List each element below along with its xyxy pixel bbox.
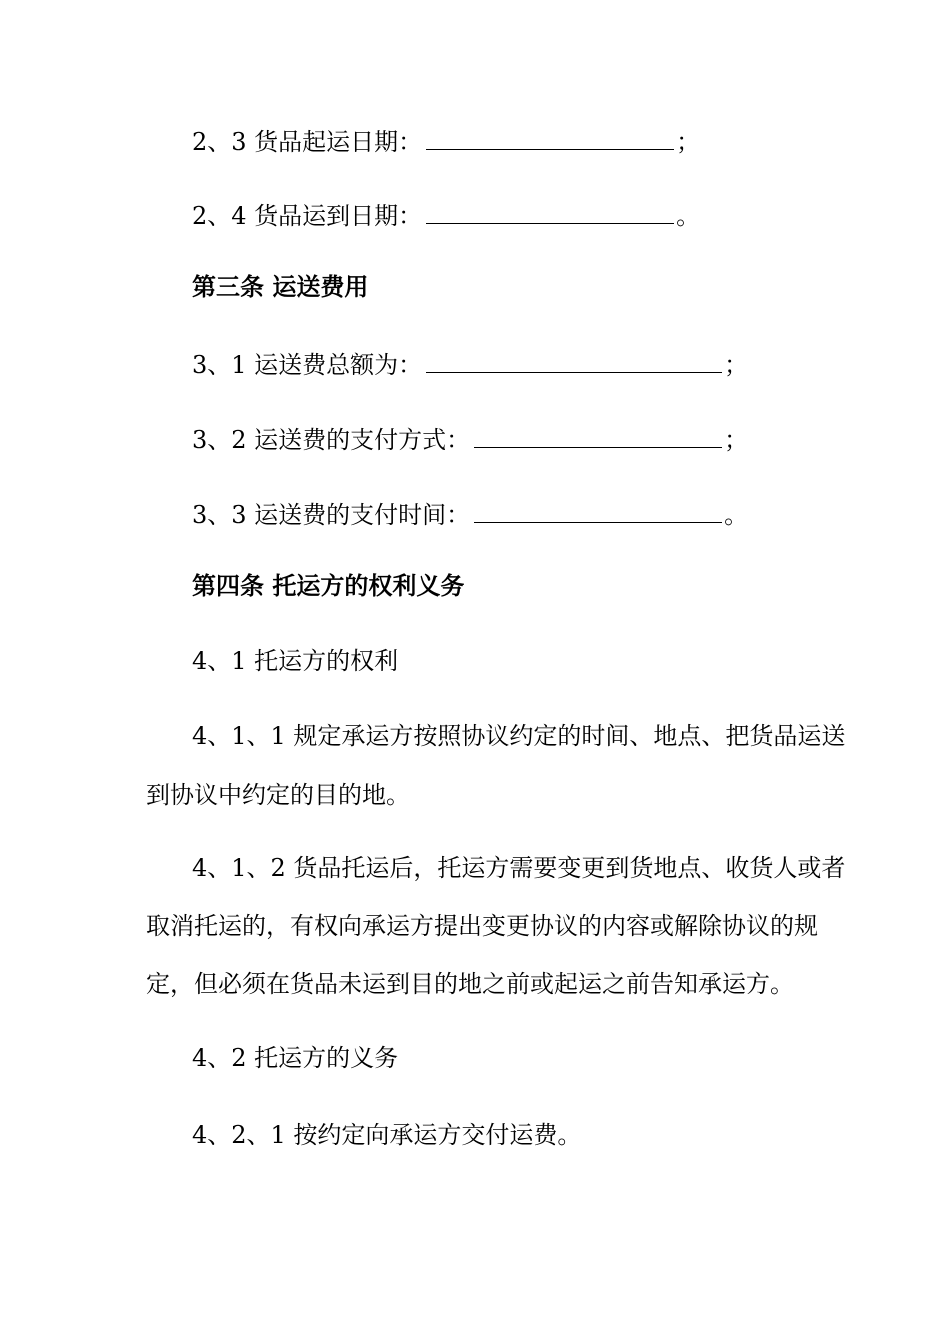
- clause-label: 2、3 货品起运日期：: [192, 128, 423, 156]
- article-4-heading: 第四条 托运方的权利义务: [192, 571, 465, 600]
- clause-3-3: [192, 496, 852, 531]
- clause-4-1: 4、1 托运方的权利: [192, 647, 399, 675]
- clause-2-4: [192, 197, 852, 232]
- clause-3-2: [192, 421, 852, 456]
- article-3-heading: 第三条 运送费用: [192, 272, 369, 301]
- clause-end: ；: [676, 128, 701, 156]
- clause-label: 3、2 运送费的支付方式：: [192, 426, 471, 454]
- fill-in-blank[interactable]: [426, 346, 722, 373]
- clause-4-1-2-line3: 定，但必须在货品未运到目的地之前或起运之前告知承运方。: [146, 970, 794, 998]
- clause-4-1-1-line1: 4、1、1 规定承运方按照协议约定的时间、地点、把货品运送: [192, 722, 846, 750]
- clause-4-1-2-line2: 取消托运的，有权向承运方提出变更协议的内容或解除协议的规: [146, 912, 818, 940]
- clause-end: ；: [724, 351, 749, 379]
- fill-in-blank[interactable]: [474, 421, 722, 448]
- clause-label: 2、4 货品运到日期：: [192, 202, 423, 230]
- fill-in-blank[interactable]: [474, 496, 722, 523]
- clause-2-3: [192, 123, 852, 158]
- fill-in-blank[interactable]: [426, 123, 674, 150]
- clause-end: ；: [724, 426, 749, 454]
- clause-3-1: [192, 346, 852, 381]
- clause-4-1-2-line1: 4、1、2 货品托运后，托运方需要变更到货地点、收货人或者: [192, 854, 846, 882]
- clause-4-1-1-line2: 到协议中约定的目的地。: [146, 781, 410, 809]
- clause-label: 3、3 运送费的支付时间：: [192, 501, 471, 529]
- clause-end: 。: [724, 501, 749, 529]
- clause-end: 。: [676, 202, 701, 230]
- clause-label: 3、1 运送费总额为：: [192, 351, 423, 379]
- clause-4-2: 4、2 托运方的义务: [192, 1044, 399, 1072]
- fill-in-blank[interactable]: [426, 197, 674, 224]
- clause-4-2-1: 4、2、1 按约定向承运方交付运费。: [192, 1121, 582, 1149]
